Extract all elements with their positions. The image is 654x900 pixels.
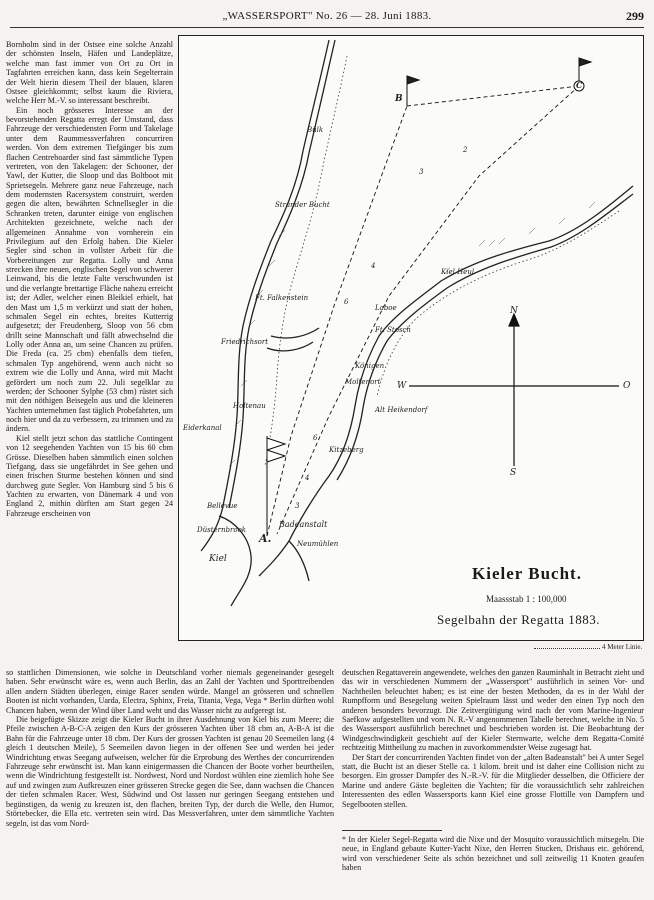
compass-o: O <box>623 381 631 391</box>
map-label-buelk: Bülk <box>307 126 324 134</box>
course-mark-c: C <box>576 80 583 90</box>
course-mark-a: A. <box>259 532 272 545</box>
depth-number: 2 <box>463 146 468 154</box>
paragraph: Kiel stellt jetzt schon das stattliche Contingent von 12 seegehenden Yachten von 15 bis 60 cbm Grösse. Dieselben haben sämmtlich einen solchen Tiefgang, dass sie ungefährdet in See gehen und einen frischen Sturme bestehen können und sind durchweg gute Segler. Von Hamburg sind 5 bis 6 Yachten zu erwarten, von Dänemark 4 und von England 2, mithin dürften am Start gegen 24 Fahrzeuge erscheinen von <box>6 433 173 518</box>
compass-w: W <box>397 381 407 391</box>
map-label-laboe: Laboe <box>375 304 397 312</box>
legend-line <box>534 648 600 649</box>
map-label-friedrichsort: Friedrichsort <box>221 338 269 346</box>
map-subtitle: Segelbahn der Regatta 1883. <box>437 612 600 627</box>
map-label-kitzeberg: Kitzeberg <box>329 446 364 454</box>
depth-number: 3 <box>295 502 300 510</box>
course-a-b <box>267 106 407 536</box>
course-c-a <box>277 86 579 534</box>
paragraph: Die beigefügte Skizze zeigt die Kieler Bucht in ihrer Ausdehnung von Kiel bis zum Meere; die Pfeile zwischen A-B-C-A zeigen den Kurs der grösseren Yachten über 18 cbm an, A-B-A ist die Bahn für die Fahrzeuge unter 18 cbm. Der Kurs der grossen Yachten ist genau 20 Seemeilen lang (4 gleich 1 deutschen Meile), 5 Seemeilen davon liegen in der offenen See und werden bei jeder Windrichtung etwas Seegang aufweisen, welcher für die Erprobung des Werthes der concurrirenden Fahrzeuge sehr erwünscht ist. Man kann einigermassen die Chancen der Boote vorher beurtheilen, wenn die Windrichtung festgestellt ist. Nordwest, Nord und Nordost wühlen eine ziemlich hohe See auf und zwingen zum Aufkreuzen einer grösseren Strecke gegen die See, dann wachsen die Chancen der tiefen schmalen Racer. West, Südwind und Ost lassen nur geringen Seegang entstehen und begünstigen, da wenig zu kreuzen ist, den flachen, breiten Typ, der durch die Welle, den Humor, Störtebecker, die Ella etc. vertreten sein wird. Das Messverfahren, unter dem sämmtliche Yachten segeln, ist das vom Nord- <box>6 715 334 828</box>
map-label-ft-stosch: Ft. Stosch <box>375 326 411 334</box>
map-label-moltenort: Moltenort <box>345 378 381 386</box>
paragraph: Ein noch grösseres Interesse an der bevorstehenden Regatta erregt der Umstand, dass Fahrzeuge der verschiedensten Form und Takelage unter dem Raummessverfahren concurriren werden. Von dem extremen Tiefgänger bis zum flachen Centreboarder sind fast sämmtliche Typen vertreten, von den Takelagen: der Schooner, der Yawl, der Kutter, die Sloop und das Boltboot mit Sprietsegeln. Mehrere ganz neue Fahrzeuge, nach dem modernsten Racersystem construirt, werden gegen die alten, bewährten Schnellsegler in die Schranken treten, darunter einige von englischen Architekten gezeichnete, welche nach der allgemeinen Annahme von vornherein ein Privilegium auf den Erfolg haben. Die Kieler Segler sind schon in vollster Arbeit für die Vorbereitungen zur Regatta. Lolly und Anna strecken ihre neuen, englischen Segel von schwerer Leinwand, bis die letzte Falte verschwunden ist und die verlangte brettartige Fläche nahezu erreicht ist; der Adler, welcher einen Bleikiel erhielt, hat den Mast um 1,5 m verkürzt und statt der hohen, schmalen Segel ein echtes, breites Kutterrig aufgesetzt; der Freudenberg, Sloop von 56 cbm drillt seine Mannschaft und fällt abwechselnd die Lolly oder Anna an, um seine Chancen zu prüfen. Die Freda (ca. 25 cbm) ebenfalls dem tiefen, schmalen Typ angehörend, wenn auch nicht so extrem wie die Lolly und Anna, wird mit Macht gefördert um noch zum 22. Juli segelklar zu werden; der Schooner Sylphe (53 cbm) rüstet sich mit den nöthigen Beisegeln aus und die kleineren Yachten unternehmen fast täglich Probefahrten, um noch hier und da zu verbessern, zu trimmen und zu ändern. <box>6 105 173 434</box>
header-rule <box>10 27 644 28</box>
footnote-rule <box>342 830 442 831</box>
paragraph: Bornholm sind in der Ostsee eine solche Anzahl der schönsten Inseln, Häfen und Landeplätze, welche man fast immer von Ort zu Ort in Tagfahrten erreichen kann, dass kein Segelterrain der Welt hierin diesem Theil der blauen, klaren Ostsee gleichkommt; selbst kaum die Riviera, welche Herr M.-V. so interessant beschreibt. <box>6 40 173 106</box>
map-figure <box>178 35 644 651</box>
east-coastline <box>259 186 633 576</box>
map-label-kiel-heul: Kiel Heul <box>441 268 475 276</box>
map-legend: 4 Meter Linie. <box>602 643 643 651</box>
compass-n: N <box>510 306 518 316</box>
depth-number: 6 <box>344 298 349 306</box>
map-label-alt-heikendorf: Alt Heikendorf <box>375 406 428 414</box>
depth-number: 3 <box>419 168 424 176</box>
left-column <box>6 40 173 665</box>
depth-number: 4 <box>371 262 376 270</box>
paragraph: deutschen Regattaverein angewendete, welches den ganzen Rauminhalt in Betracht zieht und das wir in verschiedenen Nummern der „Wassersport" ausführlich in seinen Vor- und Nachtheilen beleuchtet haben; es ist eine der besten Methoden, da es in der Wahl der Rumpfform und Besegelung weiten Spielraum lässt und weder den einen Typ noch den anderen besonders bevorzugt. Die Zeitvergütigung wird nach der vom Marine-Ingenieur Saefkow aufgestellten und vom N. R.-V angenommenen Tabelle berechnet, welche in No. 5 des Wassersport ausführlich berechnet und beschrieben worden ist. Die Beobachtung der Windgeschwindigkeit geschieht auf der Kieler Sternwarte, welche dem Regatta-Comité rechtzeitig Mittheilung zu machen in zuvorkommendster Weise zugesagt hat. <box>342 668 644 753</box>
east-coastline-inner <box>337 194 633 480</box>
depth-line <box>265 56 347 466</box>
depth-number: 4 <box>305 474 310 482</box>
friedrichsort-point <box>267 328 319 351</box>
map-label-holtenau: Holtenau <box>233 402 266 410</box>
running-title: „WASSERSPORT" No. 26 — 28. Juni 1883. <box>222 10 432 22</box>
map-title: Kieler Bucht. <box>472 564 582 583</box>
map-scale: Maassstab 1 : 100,000 <box>486 594 567 604</box>
map-label-ft-falkenstein: Ft. Falkenstein <box>255 294 309 302</box>
depth-number: 6 <box>313 434 318 442</box>
footnote: * In der Kieler Segel-Regatta wird die Nixe und der Mosquito voraussichtlich mitsegeln. Die neue, in England gebaute Kutter-Yacht Nixe, den Herren Stucken, Drishaus etc. gehörend, wird von verschiedener Seite als schön bezeichnet und soll zeitweilig 11 Knoten geaufen haben <box>342 835 644 873</box>
map-label-neumuehlen: Neumühlen <box>297 540 339 548</box>
map-label-koenigen: Königen <box>355 362 385 370</box>
map-label-duesternbrook: Düsternbrook <box>197 526 247 534</box>
bottom-left-column <box>6 668 334 828</box>
page-header <box>10 8 644 28</box>
compass-s: S <box>510 468 517 478</box>
paragraph: so stattlichen Dimensionen, wie solche in Deutschland vorher niemals gegeneinander gesegelt haben. Sehr erwünscht wäre es, wenn auch Berlin, das an Zahl der Yachten und Sporttreibenden allen andern Städten überlegen, einige Racer senden würde. Mangel an grösseren und schnellen Booten ist nicht vorhanden, Uarda, Electra, Sphinx, Freia, Titania, Vega, Vega * Berlin dürften wohl Chancen haben, wenn der Wind über Land weht und das Wasser nicht zu aufgeregt ist. <box>6 668 334 715</box>
depth-line-east <box>377 211 619 396</box>
course-mark-b: B <box>395 94 403 104</box>
map-label-bellevue: Bellevue <box>207 502 238 510</box>
page-number: 299 <box>626 9 644 23</box>
bottom-right-column <box>342 668 644 809</box>
course-b-c <box>407 86 579 106</box>
map-label-kiel: Kiel <box>209 554 227 564</box>
map-label-strander-bucht: Strander Bucht <box>275 201 330 209</box>
map-label-badeanstalt: Badeanstalt <box>279 520 328 529</box>
map-label-eiderkanal: Eiderkanal <box>183 424 222 432</box>
paragraph: Der Start der concurrirenden Yachten findet von der „alten Badeanstalt" bei A unter Segel statt, die Bucht ist an dieser Stelle ca. 1 kilom. breit und ist daher eine Collision nicht zu besorgen. Ein grosser Dampfer des N.-R.-V. für die Mitglieder desselben, die Officiere der Marine und andere Gäste begleiten die Yachten; für die voraussichtlich sehr zahlreichen Interessenten des edlen Wassersports kann Kiel eine grosse Flottille von Dampfern und Segelbooten stellen. <box>342 752 644 809</box>
